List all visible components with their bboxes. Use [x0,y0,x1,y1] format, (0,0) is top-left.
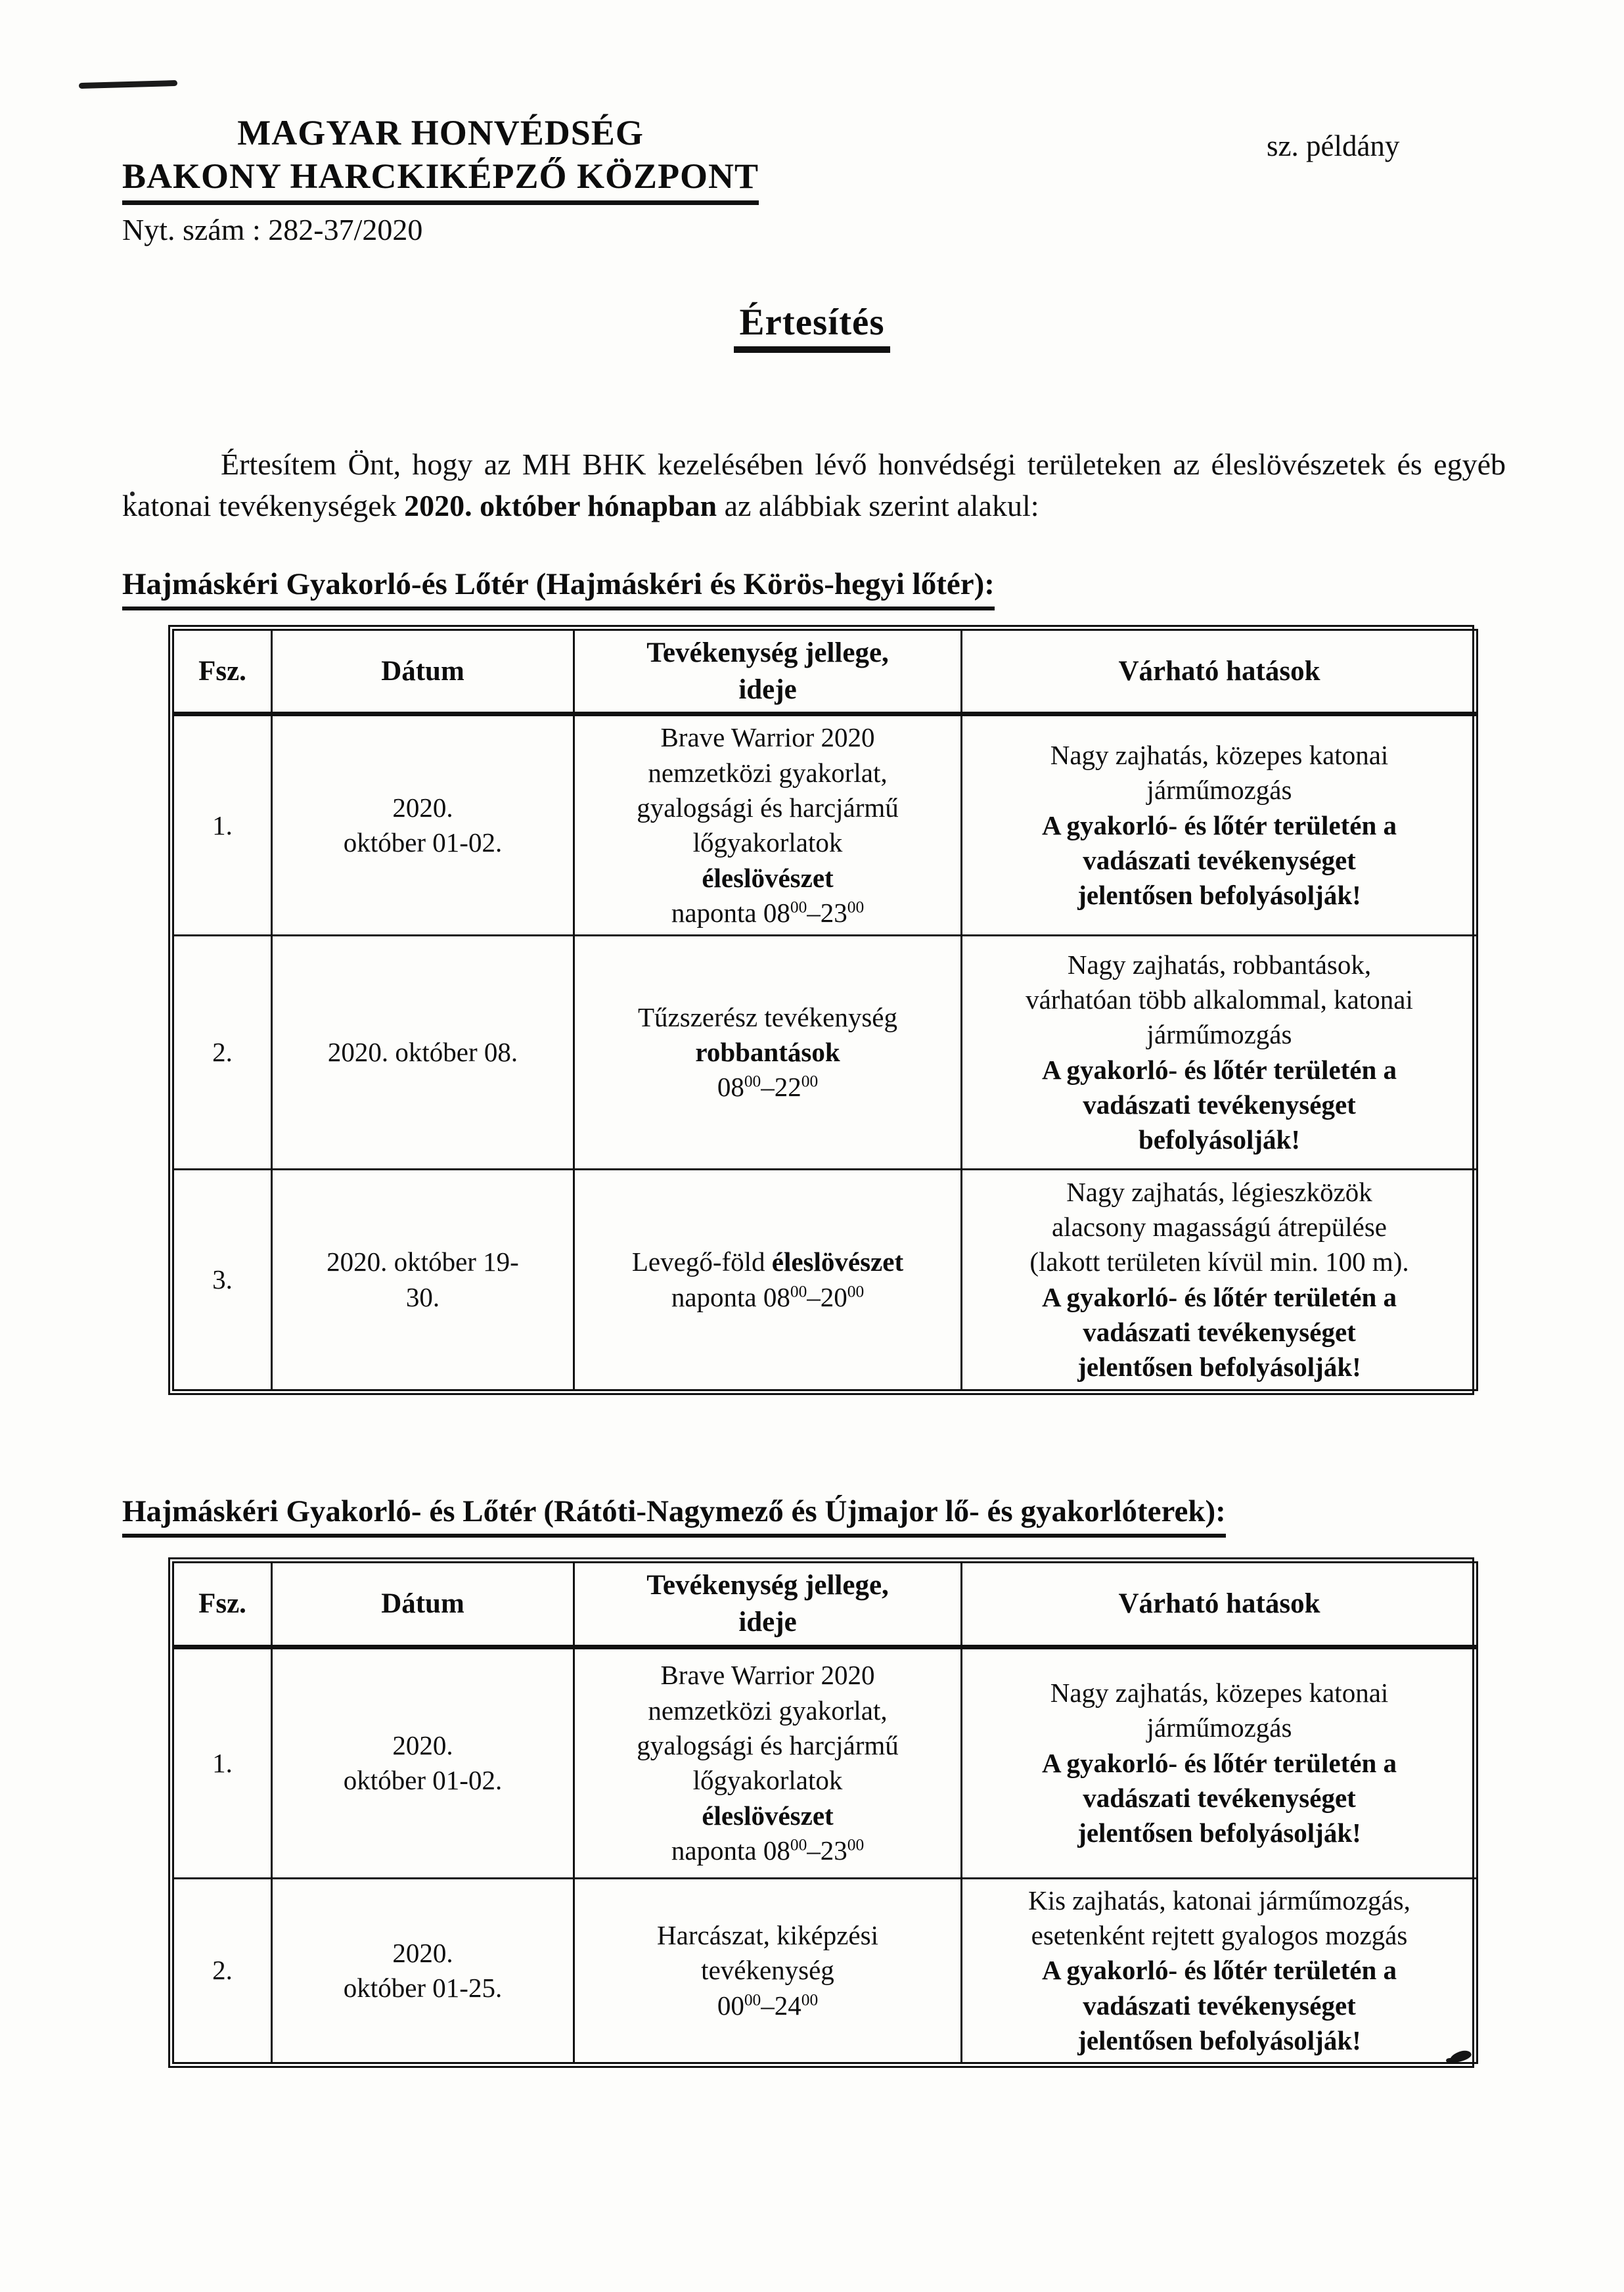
table-row [173,936,1477,1170]
cell-activity: Tűzszerész tevékenység robbantások $08^{00}-22^{00}$ [574,936,962,1170]
col-header-activity: Tevékenység jellege, ideje [574,630,962,714]
intro-paragraph: Értesítem Önt, hogy az MH BHK kezelésében lévő honvédségi területeken az éleslövészetek és egyéb katonai tevékenységek 2020. október hónapban az alábbiak szerint alakul: [122,447,1506,523]
col-header-activity: Tevékenység jellege, ideje [574,1563,962,1647]
cell-datum: 2020. október 01-25. [272,1878,574,2063]
col-header-datum: Dátum [272,630,574,714]
cell-activity: Levegő-föld éleslövészet naponta $08^{00}-20^{00}$ [574,1170,962,1390]
col-header-effects: Várható hatások [962,1563,1477,1647]
cell-fsz: 1. [173,714,272,936]
registry-number: Nyt. szám : 282-37/2020 [122,212,423,246]
section-heading: Hajmáskéri Gyakorló-és Lőtér (Hajmáskéri és Körös-hegyi lőtér): [122,565,995,610]
cell-datum: 2020. október 01-02. [272,714,574,936]
org-name-line1: MAGYAR HONVÉDSÉG [237,113,644,152]
col-header-fsz: Fsz. [173,630,272,714]
cell-effects: Nagy zajhatás, közepes katonai járműmozgás A gyakorló- és lőtér területén a vadászati tevékenységet jelentősen befolyásolják! [962,1647,1477,1878]
cell-datum: 2020. október 01-02. [272,1647,574,1878]
activity-table [172,1561,1478,2064]
table-row [173,1647,1477,1878]
cell-fsz: 3. [173,1170,272,1390]
cell-fsz: 2. [173,1878,272,2063]
section-hajmaskeri-koros-hegyi [0,565,1624,1395]
col-header-datum: Dátum [272,1563,574,1647]
table-row [173,1170,1477,1390]
org-name-line2: BAKONY HARCKIKÉPZŐ KÖZPONT [122,155,759,205]
cell-effects: Nagy zajhatás, légieszközök alacsony magasságú átrepülése (lakott területen kívül min. 100 m). A gyakorló- és lőtér területén a vadászati tevékenységet jelentősen befolyásolják! [962,1170,1477,1390]
table-row [173,714,1477,936]
section-ratoti-ujmajor [0,1492,1624,2068]
cell-activity: Brave Warrior 2020 nemzetközi gyakorlat, gyalogsági és harcjármű lőgyakorlatok éleslövészet naponta $08^{00}-23^{00}$ [574,714,962,936]
cell-activity: Brave Warrior 2020 nemzetközi gyakorlat, gyalogsági és harcjármű lőgyakorlatok éleslövészet naponta $08^{00}-23^{00}$ [574,1647,962,1878]
cell-fsz: 2. [173,936,272,1170]
cell-effects: Nagy zajhatás, robbantások, várhatóan több alkalommal, katonai járműmozgás A gyakorló- és lőtér területén a vadászati tevékenységet befolyásolják! [962,936,1477,1170]
cell-effects: Kis zajhatás, katonai járműmozgás, esetenként rejtett gyalogos mozgás A gyakorló- és lőtér területén a vadászati tevékenységet jelentősen befolyásolják! [962,1878,1477,2063]
cell-datum: 2020. október 19- 30. [272,1170,574,1390]
section-heading: Hajmáskéri Gyakorló- és Lőtér (Rátóti-Nagymező és Újmajor lő- és gyakorlóterek): [122,1492,1226,1538]
table-header-row [173,1563,1477,1647]
cell-datum: 2020. október 08. [272,936,574,1170]
col-header-fsz: Fsz. [173,1563,272,1647]
activity-table-frame [168,1557,1474,2068]
activity-table-frame [168,625,1474,1396]
notice-title: Értesítés [734,301,890,353]
activity-table [172,629,1478,1392]
table-header-row [173,630,1477,714]
cell-activity: Harcászat, kiképzési tevékenység $00^{00}-24^{00}$ [574,1878,962,2063]
cell-effects: Nagy zajhatás, közepes katonai járműmozgás A gyakorló- és lőtér területén a vadászati tevékenységet jelentősen befolyásolják! [962,714,1477,936]
table-row [173,1878,1477,2063]
col-header-effects: Várható hatások [962,630,1477,714]
cell-fsz: 1. [173,1647,272,1878]
copy-number-label: sz. példány [1267,129,1400,162]
